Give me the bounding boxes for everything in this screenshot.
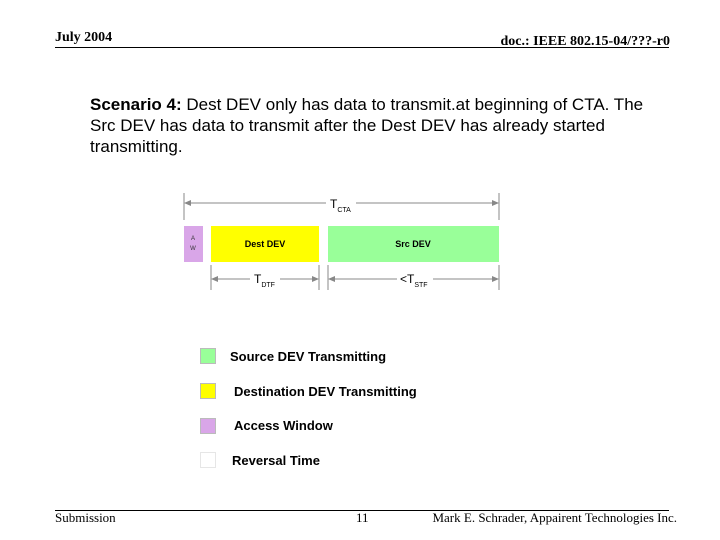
cta-left-arrow [184,200,191,206]
header-doc-id: doc.: IEEE 802.15-04/???-r0 [500,34,670,49]
legend-label-reversal-time: Reversal Time [232,453,320,468]
legend-label-access-window: Access Window [234,418,333,433]
legend-swatch-destination [200,383,216,399]
t-stf-label: $<T_{STF}$ [400,272,428,289]
legend-swatch-source [200,348,216,364]
footer-submission: Submission [55,510,116,525]
footer-page-number: 11 [356,510,369,525]
aw-label-top: A [190,236,196,242]
header-date: July 2004 [55,30,113,45]
stf-left-arrow [328,276,335,282]
legend-label-destination: Destination DEV Transmitting [234,384,417,399]
aw-label-bottom: W [190,246,196,252]
src-dev-label: Src DEV [395,239,431,249]
legend-label-source: Source DEV Transmitting [230,349,387,364]
legend-swatch-access-window [200,418,216,434]
dtf-right-arrow [312,276,319,282]
legend-swatch-reversal-time [200,452,216,468]
title-text: Dest DEV only has data to transmit.at beginning of CTA. The Src DEV has data to transmit after the Dest DEV has already started transmitting. [90,95,644,156]
t-cta-label: $T_{CTA}$ [330,197,351,214]
access-window-segment [184,226,203,262]
dtf-left-arrow [211,276,218,282]
t-dtf-label: $T_{DTF}$ [254,272,275,289]
stf-right-arrow [492,276,499,282]
title-label: Scenario 4: [90,95,182,114]
dest-dev-label: Dest DEV [244,239,286,249]
footer-author: Mark E. Schrader, Appairent Technologies Inc. [432,510,677,525]
cta-right-arrow [492,200,499,206]
